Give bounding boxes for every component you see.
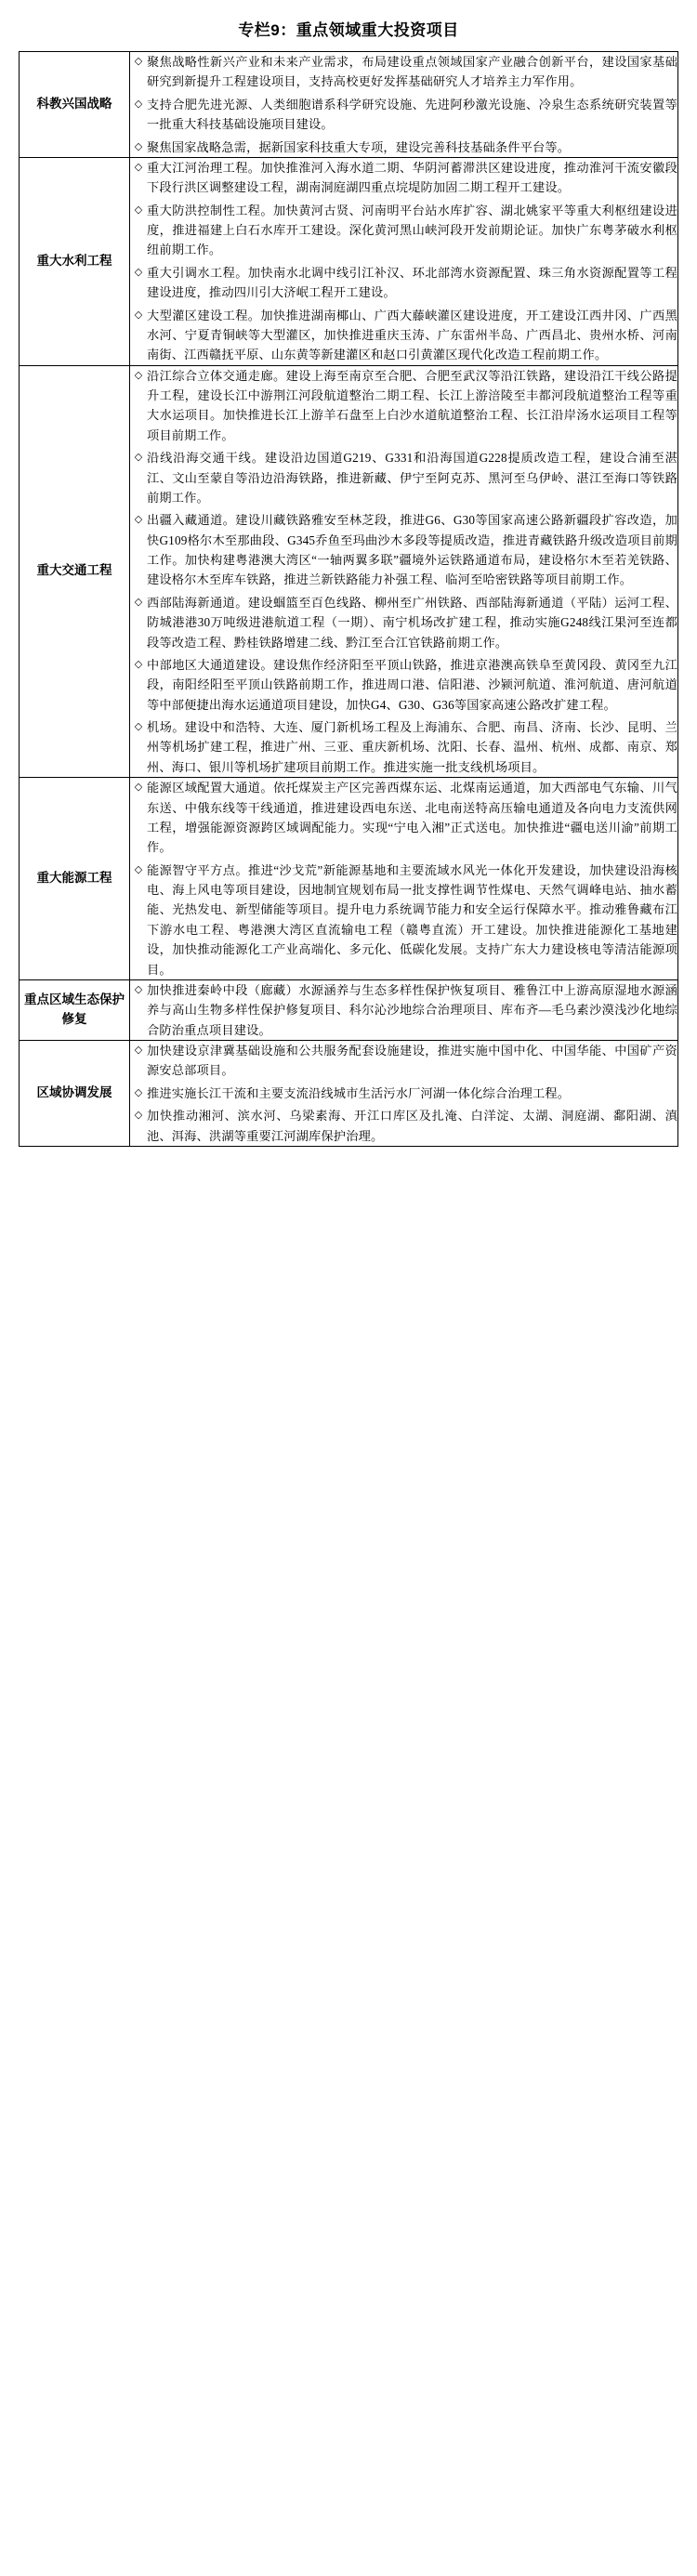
list-item [130,263,677,303]
item-text: 重大引调水工程。加快南水北调中线引江补汉、环北部湾水资源配置、珠三角水资源配置等工程建设进度，推动四川引大济岷工程开工建设。 [147,265,677,300]
item-text: 西部陆海新通道。建设蝈篮至百色线路、柳州至广州铁路、西部陆海新通道（平陆）运河工程、防城港港30万吨级进港航道工程（一期）、南宁机场改扩建工程，推动实施G248线江果河至连都段等改造工程、黔桂铁路增建二线、黔江至合江官铁路前期工作。 [147,595,677,650]
item-text: 加快建设京津冀基础设施和公共服务配套设施建设，推进实施中国中化、中国华能、中国矿产资源安总部项目。 [147,1044,677,1078]
list-item [130,158,677,198]
item-text: 推进实施长江干流和主要支流沿线城市生活污水厂河湖一体化综合治理工程。 [147,1085,571,1100]
list-item [130,95,677,135]
category-cell: 重大水利工程 [20,157,130,365]
item-text: 加快推动湘河、滨水河、乌梁素海、开江口库区及扎淹、白洋淀、太湖、洞庭湖、鄱阳湖、滇池、洱海、洪湖等重要江河湖库保护治理。 [147,1109,677,1143]
diamond-bullet-icon: ◇ [134,368,143,381]
table-row [20,1041,678,1147]
items-cell [130,52,678,158]
item-text: 加快推进秦岭中段（廊藏）水源涵养与生态多样性保护恢复项目、雅鲁江中上游高原湿地水源涵养与高山生物多样性保护修复项目、科尔沁沙地综合治理项目、库布齐—毛乌素沙漠浅沙化地综合防治重点项目建设。 [147,982,677,1037]
item-text: 机场。建设中和浩特、大连、厦门新机场工程及上海浦东、合肥、南昌、济南、长沙、昆明、兰州等机场扩建工程，推进广州、三亚、重庆新机场、沈阳、长春、温州、杭州、成都、南京、郑州、海口、银川等机场扩建项目前期工作。推进实施一批支线机场项目。 [147,720,677,774]
item-text: 大型灌区建设工程。加快推进湖南椰山、广西大藤峡灌区建设进度，开工建设江西井冈、广西黑水河、宁夏青铜峡等大型灌区，加快推进重庆玉涛、广东雷州半岛、广西昌北、贵州水桥、河南南街、江西赣抚平原、山东黄等新建灌区和赵口引黄灌区现代化改造工程前期工作。 [147,308,677,362]
diamond-bullet-icon: ◇ [134,1085,143,1098]
item-list [130,366,677,778]
category-cell: 科教兴国战略 [20,52,130,158]
item-text: 重大防洪控制性工程。加快黄河古贤、河南明平台站水库扩容、湖北姚家平等重大利枢纽建设进度，推进福建上白石水库开工建设。深化黄河黑山峡河段开发前期论证。加快广东粤茅破水利枢纽前期工作。 [147,203,677,257]
item-list [130,52,677,157]
item-text: 沿线沿海交通干线。建设沿边国道G219、G331和沿海国道G228提质改造工程，建设合浦至湛江、文山至蒙自等沿边沿海铁路，推进新藏、伊宁至阿克苏、黑河至乌伊岭、湛江至海口等铁路前期工作。 [147,451,677,505]
item-text: 中部地区大通道建设。建设焦作经济阳至平顶山铁路，推进京港澳高铁阜至黄冈段、黄冈至九江段，南阳经阳至平顶山铁路前期工作，推进周口港、信阳港、沙颍河航道、淮河航道、唐河航道等中部便捷出海水运通道项目建设，加快G4、G30、G36等国家高速公路改扩建工程。 [147,657,677,712]
list-item [130,717,677,777]
category-cell [20,979,130,1040]
document-page [0,0,697,1165]
diamond-bullet-icon: ◇ [134,265,143,278]
item-text: 出疆入藏通道。建设川藏铁路雅安至林芝段，推进G6、G30等国家高速公路新疆段扩容改造，加快G109格尔木至那曲段、G345乔鱼至玛曲沙木多段等提质改造，推进青藏铁路升级改造项目前期工作。加快构建粤港澳大湾区“一轴两翼多联”疆境外运铁路通道布局，建设格尔木至若羌铁路、建设格尔木至库车铁路，推进兰新铁路能力补强工程、临河至哈密铁路等项目前期工作。 [147,513,677,587]
investment-projects-table [19,51,678,1147]
list-item [130,448,677,507]
list-item [130,366,677,446]
diamond-bullet-icon: ◇ [134,451,143,464]
items-cell [130,778,678,980]
list-item [130,655,677,715]
item-text: 沿江综合立体交通走廊。建设上海至南京至合肥、合肥至武汉等沿江铁路，建设沿江干线公路提升工程，建设长江中游荆江河段航道整治二期工程、长江上游涪陵至丰都河段航道整治工程等重大水运项目。加快推进长江上游羊石盘至上白沙水道航道整治工程、长江沿岸汤水运项目工程等项目前期工作。 [147,368,677,442]
table-row [20,778,678,980]
list-item [130,138,677,157]
list-item [130,201,677,260]
list-item [130,306,677,365]
list-item [130,980,677,1040]
item-list [130,158,677,365]
table-row [20,52,678,158]
diamond-bullet-icon: ◇ [134,982,143,995]
diamond-bullet-icon: ◇ [134,97,143,110]
diamond-bullet-icon: ◇ [134,308,143,321]
list-item [130,1084,677,1103]
category-cell: 重大能源工程 [20,778,130,980]
items-cell [130,365,678,778]
item-text: 重大江河治理工程。加快推淮河入海水道二期、华阴河蓄滞洪区建设进度，推动淮河干流安徽段下段行洪区调整建设工程，湖南洞庭湖四重点垸堤防加固二期工程开工建设。 [147,160,677,195]
item-text: 能源智守平方点。推进“沙戈荒”新能源基地和主要流域水风光一体化开发建设，加快建设沿海核电、海上风电等项目建设，因地制宜规划布局一批支撑性调节性煤电、天然气调峰电站、抽水蓄能、光热发电、新型储能等项目。提升电力系统调节能力和安全运行保障水平。推动雅鲁藏布江下游水电工程、粤港澳大湾区直流输电工程（赣粤直流）开工建设。加快推进能源化工基地建设，加快推动能源化工产业高端化、多元化、低碳化发展。支持广东大力建设核电等清洁能源项目。 [147,862,677,977]
items-cell [130,1041,678,1147]
item-text: 聚焦战略性新兴产业和未来产业需求，布局建设重点领域国家产业融合创新平台，建设国家基础研究到新提升工程建设项目，支持高校更好发挥基础研究人才培养主力军作用。 [147,55,677,89]
table-row [20,979,678,1040]
diamond-bullet-icon: ◇ [134,595,143,608]
diamond-bullet-icon: ◇ [134,1044,143,1056]
page-title: 专栏9：重点领域重大投资项目 [238,21,459,39]
diamond-bullet-icon: ◇ [134,657,143,670]
item-list [130,1041,677,1146]
list-item [130,1041,677,1081]
list-item [130,1106,677,1146]
diamond-bullet-icon: ◇ [134,862,143,875]
table-row [20,157,678,365]
item-text: 能源区域配置大通道。依托煤炭主产区完善西煤东运、北煤南运通道，加大西部电气东输、川气东送、中俄东线等干线通道，推进建设西电东送、北电南送特高压输电通道及各向电力支流供网工程，增强能源资源跨区域调配能力。实现“宁电入湘”正式送电。加快推进“疆电送川渝”前期工作。 [147,781,677,855]
diamond-bullet-icon: ◇ [134,781,143,794]
list-item [130,778,677,858]
diamond-bullet-icon: ◇ [134,55,143,67]
items-cell [130,157,678,365]
category-label: 重点区域生态保护修复 [24,992,125,1026]
category-cell: 区域协调发展 [20,1041,130,1147]
diamond-bullet-icon: ◇ [134,160,143,173]
items-cell [130,979,678,1040]
diamond-bullet-icon: ◇ [134,203,143,216]
list-item [130,52,677,92]
list-item [130,593,677,652]
diamond-bullet-icon: ◇ [134,513,143,526]
item-list [130,980,677,1040]
list-item [130,510,677,590]
list-item [130,861,677,979]
category-cell: 重大交通工程 [20,365,130,778]
diamond-bullet-icon: ◇ [134,139,143,152]
diamond-bullet-icon: ◇ [134,720,143,732]
diamond-bullet-icon: ◇ [134,1109,143,1122]
item-text: 聚焦国家战略急需，据新国家科技重大专项，建设完善科技基础条件平台等。 [147,139,571,154]
item-list [130,778,677,979]
item-text: 支持合肥先进光源、人类细胞谱系科学研究设施、先进阿秒激光设施、冷泉生态系统研究装置等一批重大科技基础设施项目建设。 [147,97,677,132]
table-row [20,365,678,778]
table-body [20,52,678,1147]
